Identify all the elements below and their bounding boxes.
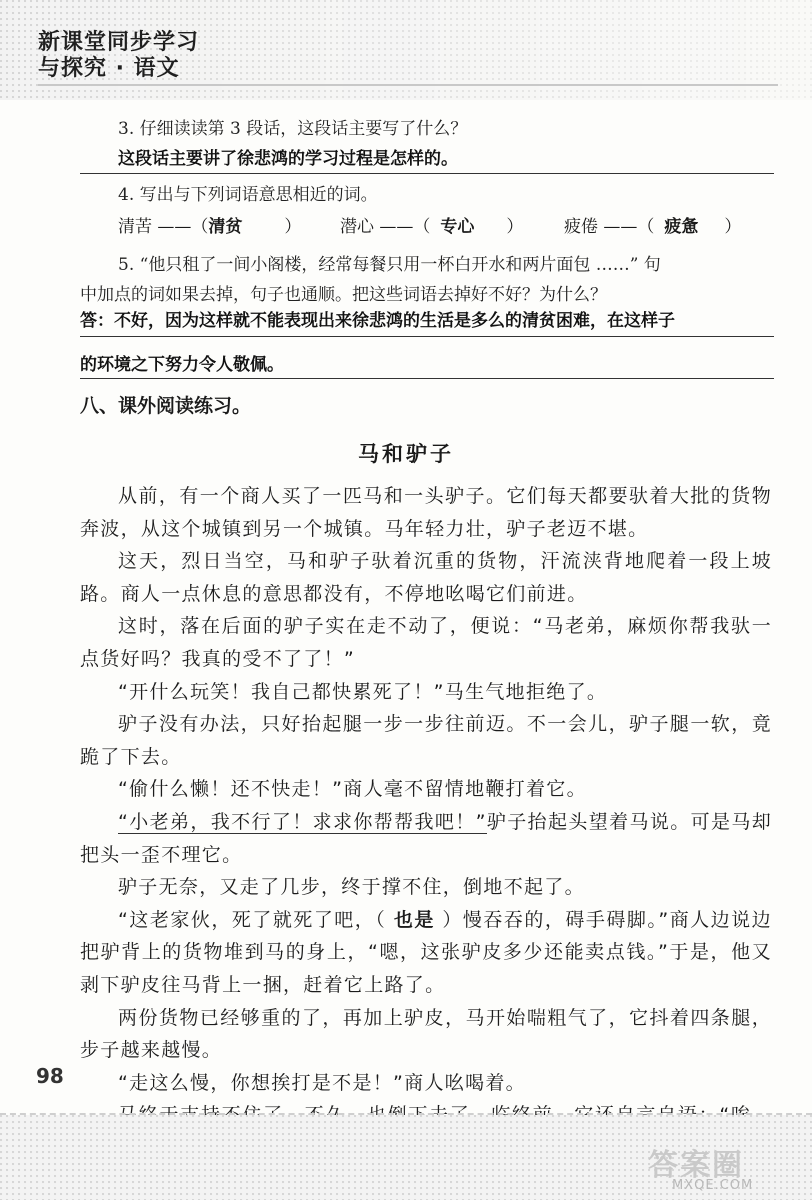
word-pair-1: [118, 212, 301, 237]
story-paragraph-11: “走这么慢，你想挨打是不是！”商人吆喝着。: [118, 1071, 526, 1094]
book-title-line1: 新课堂同步学习: [38, 30, 200, 55]
word-pair-2-answer: 专心: [440, 217, 475, 237]
book-title-line2: 与探究 · 语文: [38, 56, 180, 81]
story-title: 马和驴子: [358, 441, 454, 466]
blank-answer: 也是: [393, 908, 435, 931]
page-number: 98: [36, 1064, 64, 1088]
word-pair-3-answer: 疲惫: [664, 217, 699, 237]
word-pair-3-close: ）: [724, 217, 742, 237]
watermark: 答案圈: [648, 1148, 744, 1183]
story-paragraph-3: 这时，落在后面的驴子实在走不动了，便说：“马老弟，麻烦你帮我驮一点货好吗？我真的受不了了！”: [80, 615, 772, 670]
story-paragraph-2: 这天，烈日当空，马和驴子驮着沉重的货物，汗流浃背地爬着一段上坡路。商人一点休息的意思都没有，不停地吆喝它们前进。: [80, 550, 772, 605]
word-pair-1-answer: 清贫: [208, 217, 243, 237]
question-5-line1: 5. “他只租了一间小阁楼，经常每餐只用一杯白开水和两片面包 ……” 句: [118, 255, 661, 275]
story-paragraph-6: “偷什么懒！还不快走！”商人毫不留情地鞭打着它。: [118, 778, 587, 801]
word-pair-3: [564, 212, 741, 237]
answer-5-line1: 答：不好，因为这样就不能表现出来徐悲鸿的生活是多么的清贫困难，在这样子: [80, 311, 675, 331]
word-pair-2-word: 潜心 ——（: [340, 217, 431, 237]
answer-5-line2-rule: [80, 378, 774, 379]
story-body: [80, 480, 772, 1164]
story-paragraph-5: 驴子没有办法，只好抬起腿一步一步往前迈。不一会儿，驴子腿一软，竟跪了下去。: [80, 713, 772, 768]
word-pair-1-word: 清苦 ——（: [118, 217, 209, 237]
word-pair-2: [340, 212, 523, 237]
word-pair-2-close: ）: [506, 217, 524, 237]
answer-5-line2: 的环境之下努力令人敬佩。: [80, 355, 284, 375]
story-paragraph-9-start: “这老家伙，死了就死了吧，（: [118, 908, 394, 931]
story-paragraph-10: 两份货物已经够重的了，再加上驴皮，马开始喘粗气了，它抖着四条腿，步子越来越慢。: [80, 1006, 772, 1062]
story-paragraph-9-end: ）慢吞吞的，碍手碍脚。”商人边说边把驴背上的货物堆到马的身上，“嗯，这张驴皮多少还能卖点钱。”于是，他又剥下驴皮往马背上一捆，赶着它上路了。: [80, 908, 772, 996]
story-paragraph-4: “开什么玩笑！我自己都快累死了！”马生气地拒绝了。: [118, 680, 608, 703]
header-divider: [38, 84, 778, 86]
story-paragraph-8: 驴子无奈，又走了几步，终于撑不住，倒地不起了。: [118, 876, 585, 899]
answer-5-line1-rule: [80, 336, 774, 337]
question-4: 4. 写出与下列词语意思相近的词。: [118, 185, 378, 205]
answer-3: 这段话主要讲了徐悲鸿的学习过程是怎样的。: [118, 149, 458, 169]
question-3: 3. 仔细读读第 3 段话，这段话主要写了什么？: [118, 119, 468, 139]
word-pairs: [118, 212, 778, 240]
story-paragraph-1: 从前，有一个商人买了一匹马和一头驴子。它们每天都要驮着大批的货物奔波，从这个城镇到另一个城镇。马年轻力壮，驴子老迈不堪。: [80, 485, 772, 540]
underlined-sentence: “小老弟，我不行了！求求你帮帮我吧！”: [118, 810, 487, 833]
watermark-url: MXQE.COM: [672, 1178, 754, 1193]
story-paragraph-7: [80, 806, 772, 871]
book-title: [38, 30, 199, 82]
story-paragraph-9: [80, 904, 772, 1002]
word-pair-1-close: ）: [284, 217, 302, 237]
question-5-line2: 中加点的词如果去掉，句子也通顺。把这些词语去掉好不好？为什么？: [80, 285, 607, 305]
answer-3-line: [80, 173, 774, 174]
story-paragraph-7-rest: 驴子抬起头望着马说。可是马却把头一歪不理它。: [80, 810, 773, 866]
section-heading: 八、课外阅读练习。: [80, 395, 252, 417]
word-pair-3-word: 疲倦 ——（: [564, 217, 655, 237]
